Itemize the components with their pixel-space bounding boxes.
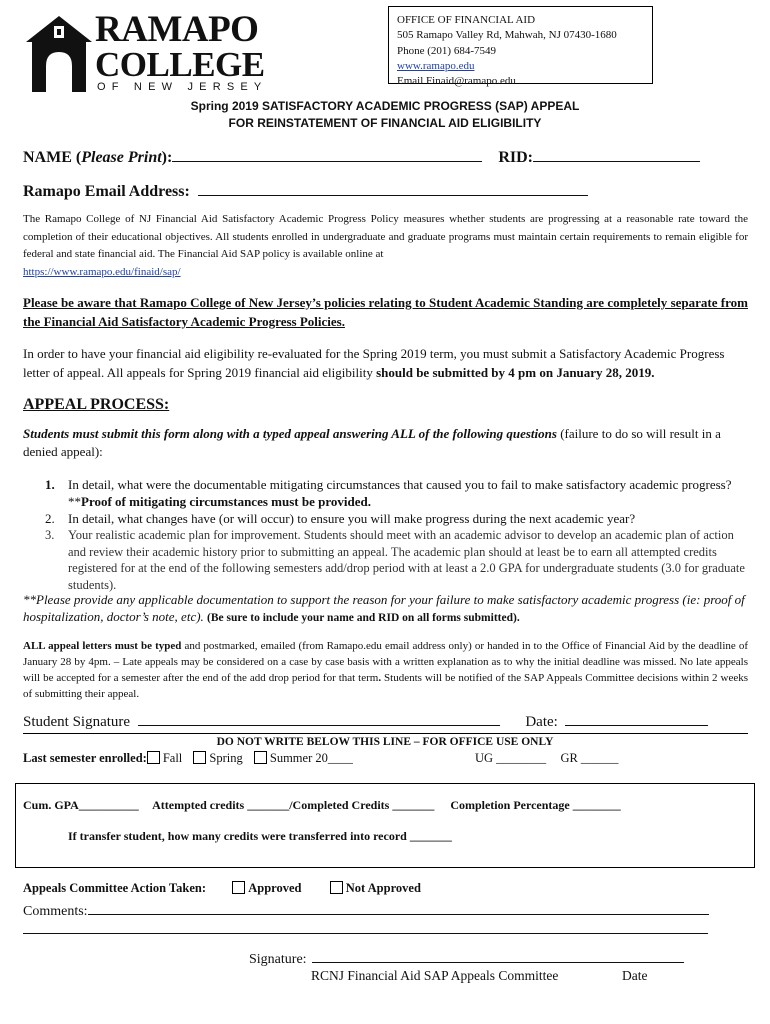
intro-text: The Ramapo College of NJ Financial Aid Satisfactory Academic Progress Policy measures whether students are progressing at a reasonable rate toward the completion of their educational objectives. All students enrolled in undergraduate and graduate programs must maintain certain requirements to remain eligible for federal and state financial aid. The Financial Aid SAP policy is available online at [23, 213, 748, 260]
gr-field[interactable]: GR ______ [560, 751, 619, 765]
last-semester-label: Last semester enrolled: [23, 751, 147, 765]
committee-signature-label: Signature: [249, 952, 307, 967]
appeal-instruction [23, 425, 748, 461]
question-3-number: 3. [45, 528, 55, 542]
typed-letters-text-end: Students will be notified of the SAP Appeals Committee decisions within 2 weeks of submitting their appeal. [23, 672, 748, 700]
deadline-paragraph [23, 344, 748, 382]
rid-label: RID: [498, 149, 533, 166]
logo-subtitle: OF NEW JERSEY [97, 81, 268, 93]
intro-paragraph [23, 211, 748, 281]
deadline-bold: should be submitted by 4 pm on January 28, 2019. [376, 365, 655, 380]
summer-checkbox[interactable] [254, 751, 267, 764]
office-contact-box [388, 6, 653, 88]
name-field-row [23, 145, 700, 168]
attempted-completed-field[interactable]: Attempted credits _______/Completed Credits _______ [152, 798, 435, 812]
comments-line-1[interactable] [88, 902, 709, 915]
credits-row [23, 797, 621, 813]
email-label: Ramapo Email Address: [23, 183, 190, 200]
cum-gpa-field[interactable]: Cum. GPA__________ [23, 798, 139, 812]
divider-line [23, 733, 748, 734]
office-name: OFFICE OF FINANCIAL AID [397, 14, 536, 26]
comments-label: Comments: [23, 904, 88, 919]
question-3 [23, 527, 748, 593]
name-label-italic: Please Print [81, 149, 162, 166]
appeal-instruction-bold: Students must submit this form along with a typed appeal answering ALL of the following questions [23, 426, 557, 441]
typed-letters-text: and postmarked, emailed (from Ramapo.edu email address only) or handed in to the Office of Financial Aid by the deadline of January 28 by 4pm. – Late appeals may be considered on a case by case basis with a written explanation as to why the initial deadline was missed. No late appeals will be accepted for a semester after the end of the add drop period for that term [23, 640, 748, 684]
office-email: Email Finaid@ramapo.edu [397, 75, 516, 88]
office-phone: Phone (201) 684-7549 [397, 44, 496, 57]
office-use-header: DO NOT WRITE BELOW THIS LINE – FOR OFFICE USE ONLY [216, 736, 554, 748]
appeal-questions-list [23, 476, 748, 593]
committee-signature-line[interactable] [312, 950, 684, 963]
office-website-link[interactable]: www.ramapo.edu [397, 59, 475, 72]
transfer-credits-field[interactable]: If transfer student, how many credits were transferred into record _______ [68, 829, 452, 843]
approved-label: Approved [248, 881, 302, 895]
fall-checkbox[interactable] [147, 751, 160, 764]
student-signature-label: Student Signature [23, 714, 131, 730]
typed-letters-paragraph: ALL appeal letters must be typed and postmarked, emailed (from Ramapo.edu email address only) or handed in to the Office of Financial Aid by the deadline of January 28 by 4pm. – Late appeals may be considered on a case by case basis with a written explanation as to why the initial deadline was missed. No late appeals will be accepted for a semester after the end of the add drop period for that term. Students will be notified of the SAP Appeals Committee decisions within 2 weeks of submitting their appeal. [23, 640, 748, 700]
action-label: Appeals Committee Action Taken: [23, 881, 206, 895]
name-label: NAME ( [23, 149, 82, 166]
rid-input-line[interactable] [533, 145, 700, 162]
ug-field[interactable]: UG ________ [475, 751, 547, 765]
deadline-text: In order to have your financial aid eligibility re-evaluated for the Spring 2019 term, you must submit a Satisfactory Academic Progress letter of appeal. All appeals for Spring 2019 financial aid eligibility [23, 346, 725, 380]
date-line[interactable] [565, 711, 708, 726]
date-label: Date: [525, 714, 558, 730]
question-2-number: 2. [45, 511, 55, 526]
spring-checkbox[interactable] [193, 751, 206, 764]
committee-date-caption: Date [622, 968, 648, 983]
student-signature-row [23, 711, 708, 732]
comments-row [23, 902, 709, 921]
ug-gr-row [475, 750, 618, 766]
question-1-bold: Proof of mitigating circumstances must be provided. [81, 494, 371, 509]
completion-percentage-field[interactable]: Completion Percentage ________ [450, 798, 621, 812]
email-field-row [23, 179, 588, 202]
college-logo-arch-icon [24, 14, 94, 94]
sap-policy-link[interactable]: https://www.ramapo.edu/finaid/sap/ [23, 265, 181, 278]
not-approved-label: Not Approved [345, 881, 421, 895]
logo-wordmark-college: COLLEGE [95, 45, 265, 84]
question-2 [23, 510, 748, 527]
name-label-end: ): [161, 149, 173, 166]
logo-wordmark-ramapo: RAMAPO [95, 9, 259, 50]
standing-notice: Please be aware that Ramapo College of New Jersey’s policies relating to Student Academic Standing are completely separate from the Financial Aid Satisfactory Academic Progress Policies. [23, 295, 748, 329]
action-row [23, 880, 421, 896]
question-2-text: In detail, what changes have (or will occur) to ensure you will make progress during the next academic year? [68, 511, 636, 526]
question-3-text: Your realistic academic plan for improvement. Students should meet with an academic advisor to develop an academic plan of action and review their academic history prior to submitting an appeal. The academic plan should at least be to earn all attempted credits registered for at the end of the following semesters add/drop period with at least a 2.0 GPA for undergraduate students (3.0 for graduate students). [68, 528, 745, 592]
documentation-note-italic: **Please provide any applicable documentation to support the reason for your failure to make satisfactory academic progress (ie: proof of hospitalization, doctor’s note, etc). [23, 592, 745, 624]
approved-checkbox[interactable] [232, 881, 245, 894]
appeal-process-heading: APPEAL PROCESS: [23, 396, 170, 413]
form-title-line1: Spring 2019 SATISFACTORY ACADEMIC PROGRESS (SAP) APPEAL [190, 99, 580, 113]
appeal-instruction-rest: (failure to do so will result in a denied appeal): [23, 426, 721, 459]
student-signature-line[interactable] [138, 711, 500, 726]
documentation-note [23, 591, 748, 627]
question-1-number: 1. [45, 477, 55, 492]
not-approved-checkbox[interactable] [330, 881, 343, 894]
fall-label: Fall [162, 751, 183, 765]
name-input-line[interactable] [172, 145, 482, 162]
question-1 [23, 476, 748, 510]
summer-label: Summer 20____ [269, 751, 353, 765]
question-1-text: In detail, what were the documentable mitigating circumstances that caused you to fail to make satisfactory academic progress? ** [68, 477, 732, 509]
form-title-line2: FOR REINSTATEMENT OF FINANCIAL AID ELIGIBILITY [228, 116, 542, 130]
office-credits-box [15, 783, 755, 868]
last-semester-row [23, 750, 353, 766]
spring-label: Spring [209, 751, 243, 765]
typed-letters-bold: ALL appeal letters must be typed [23, 640, 182, 652]
documentation-note-bold: (Be sure to include your name and RID on all forms submitted). [207, 612, 520, 624]
email-input-line[interactable] [198, 179, 588, 196]
office-address: 505 Ramapo Valley Rd, Mahwah, NJ 07430-1680 [397, 29, 617, 42]
comments-line-2[interactable] [23, 933, 708, 934]
committee-caption: RCNJ Financial Aid SAP Appeals Committee [311, 968, 559, 983]
